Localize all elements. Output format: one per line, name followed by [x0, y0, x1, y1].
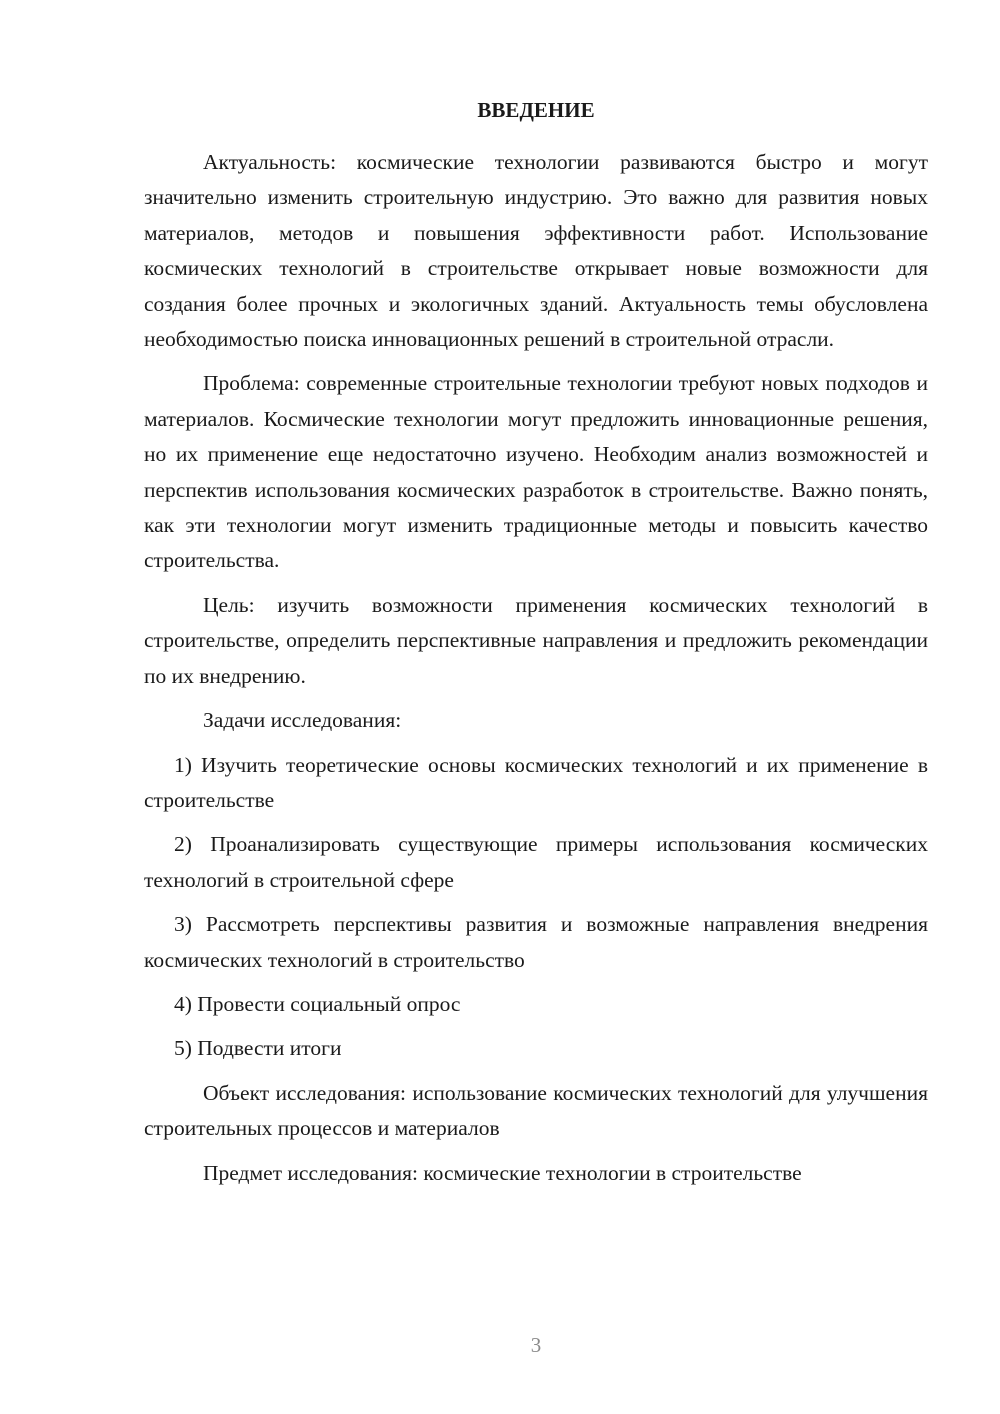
task-item: 1) Изучить теоретические основы космических технологий и их применение в строительстве: [144, 752, 928, 812]
task-item: 5) Подвести итоги: [174, 1036, 342, 1061]
task-item: 2) Проанализировать существующие примеры использования космических технологий в строительной сфере: [144, 832, 928, 892]
page-content: [144, 92, 928, 1200]
object-paragraph: Объект исследования: использование космических технологий для улучшения строительных процессов и материалов: [144, 1080, 928, 1141]
problem-paragraph: Проблема: современные строительные технологии требуют новых подходов и материалов. Космические технологии могут предложить инновационные решения, но их применение еще недостаточно изучено. Необходим анализ возможностей и перспектив использования космических разработок в строительстве. Важно понять, как эти технологии могут изменить традиционные методы и повысить качество строительства.: [144, 371, 928, 573]
task-item: 3) Рассмотреть перспективы развития и возможные направления внедрения космических технологий в строительство: [144, 912, 928, 972]
task-item: 4) Провести социальный опрос: [174, 991, 461, 1016]
tasks-heading: Задачи исследования:: [203, 708, 402, 733]
subject-paragraph: Предмет исследования: космические технологии в строительстве: [203, 1160, 802, 1185]
tasks-list: [144, 748, 928, 1067]
page-number: 3: [530, 1333, 542, 1357]
goal-paragraph: Цель: изучить возможности применения космических технологий в строительстве, определить перспективные направления и предложить рекомендации по их внедрению.: [144, 592, 928, 688]
relevance-paragraph: Актуальность: космические технологии развиваются быстро и могут значительно изменить строительную индустрию. Это важно для развития новых материалов, методов и повышения эффективности работ. Использование космических технологий в строительстве открывает новые возможности для создания более прочных и экологичных зданий. Актуальность темы обусловлена необходимостью поиска инновационных решений в строительной отрасли.: [144, 150, 928, 352]
section-title: ВВЕДЕНИЕ: [477, 98, 595, 122]
